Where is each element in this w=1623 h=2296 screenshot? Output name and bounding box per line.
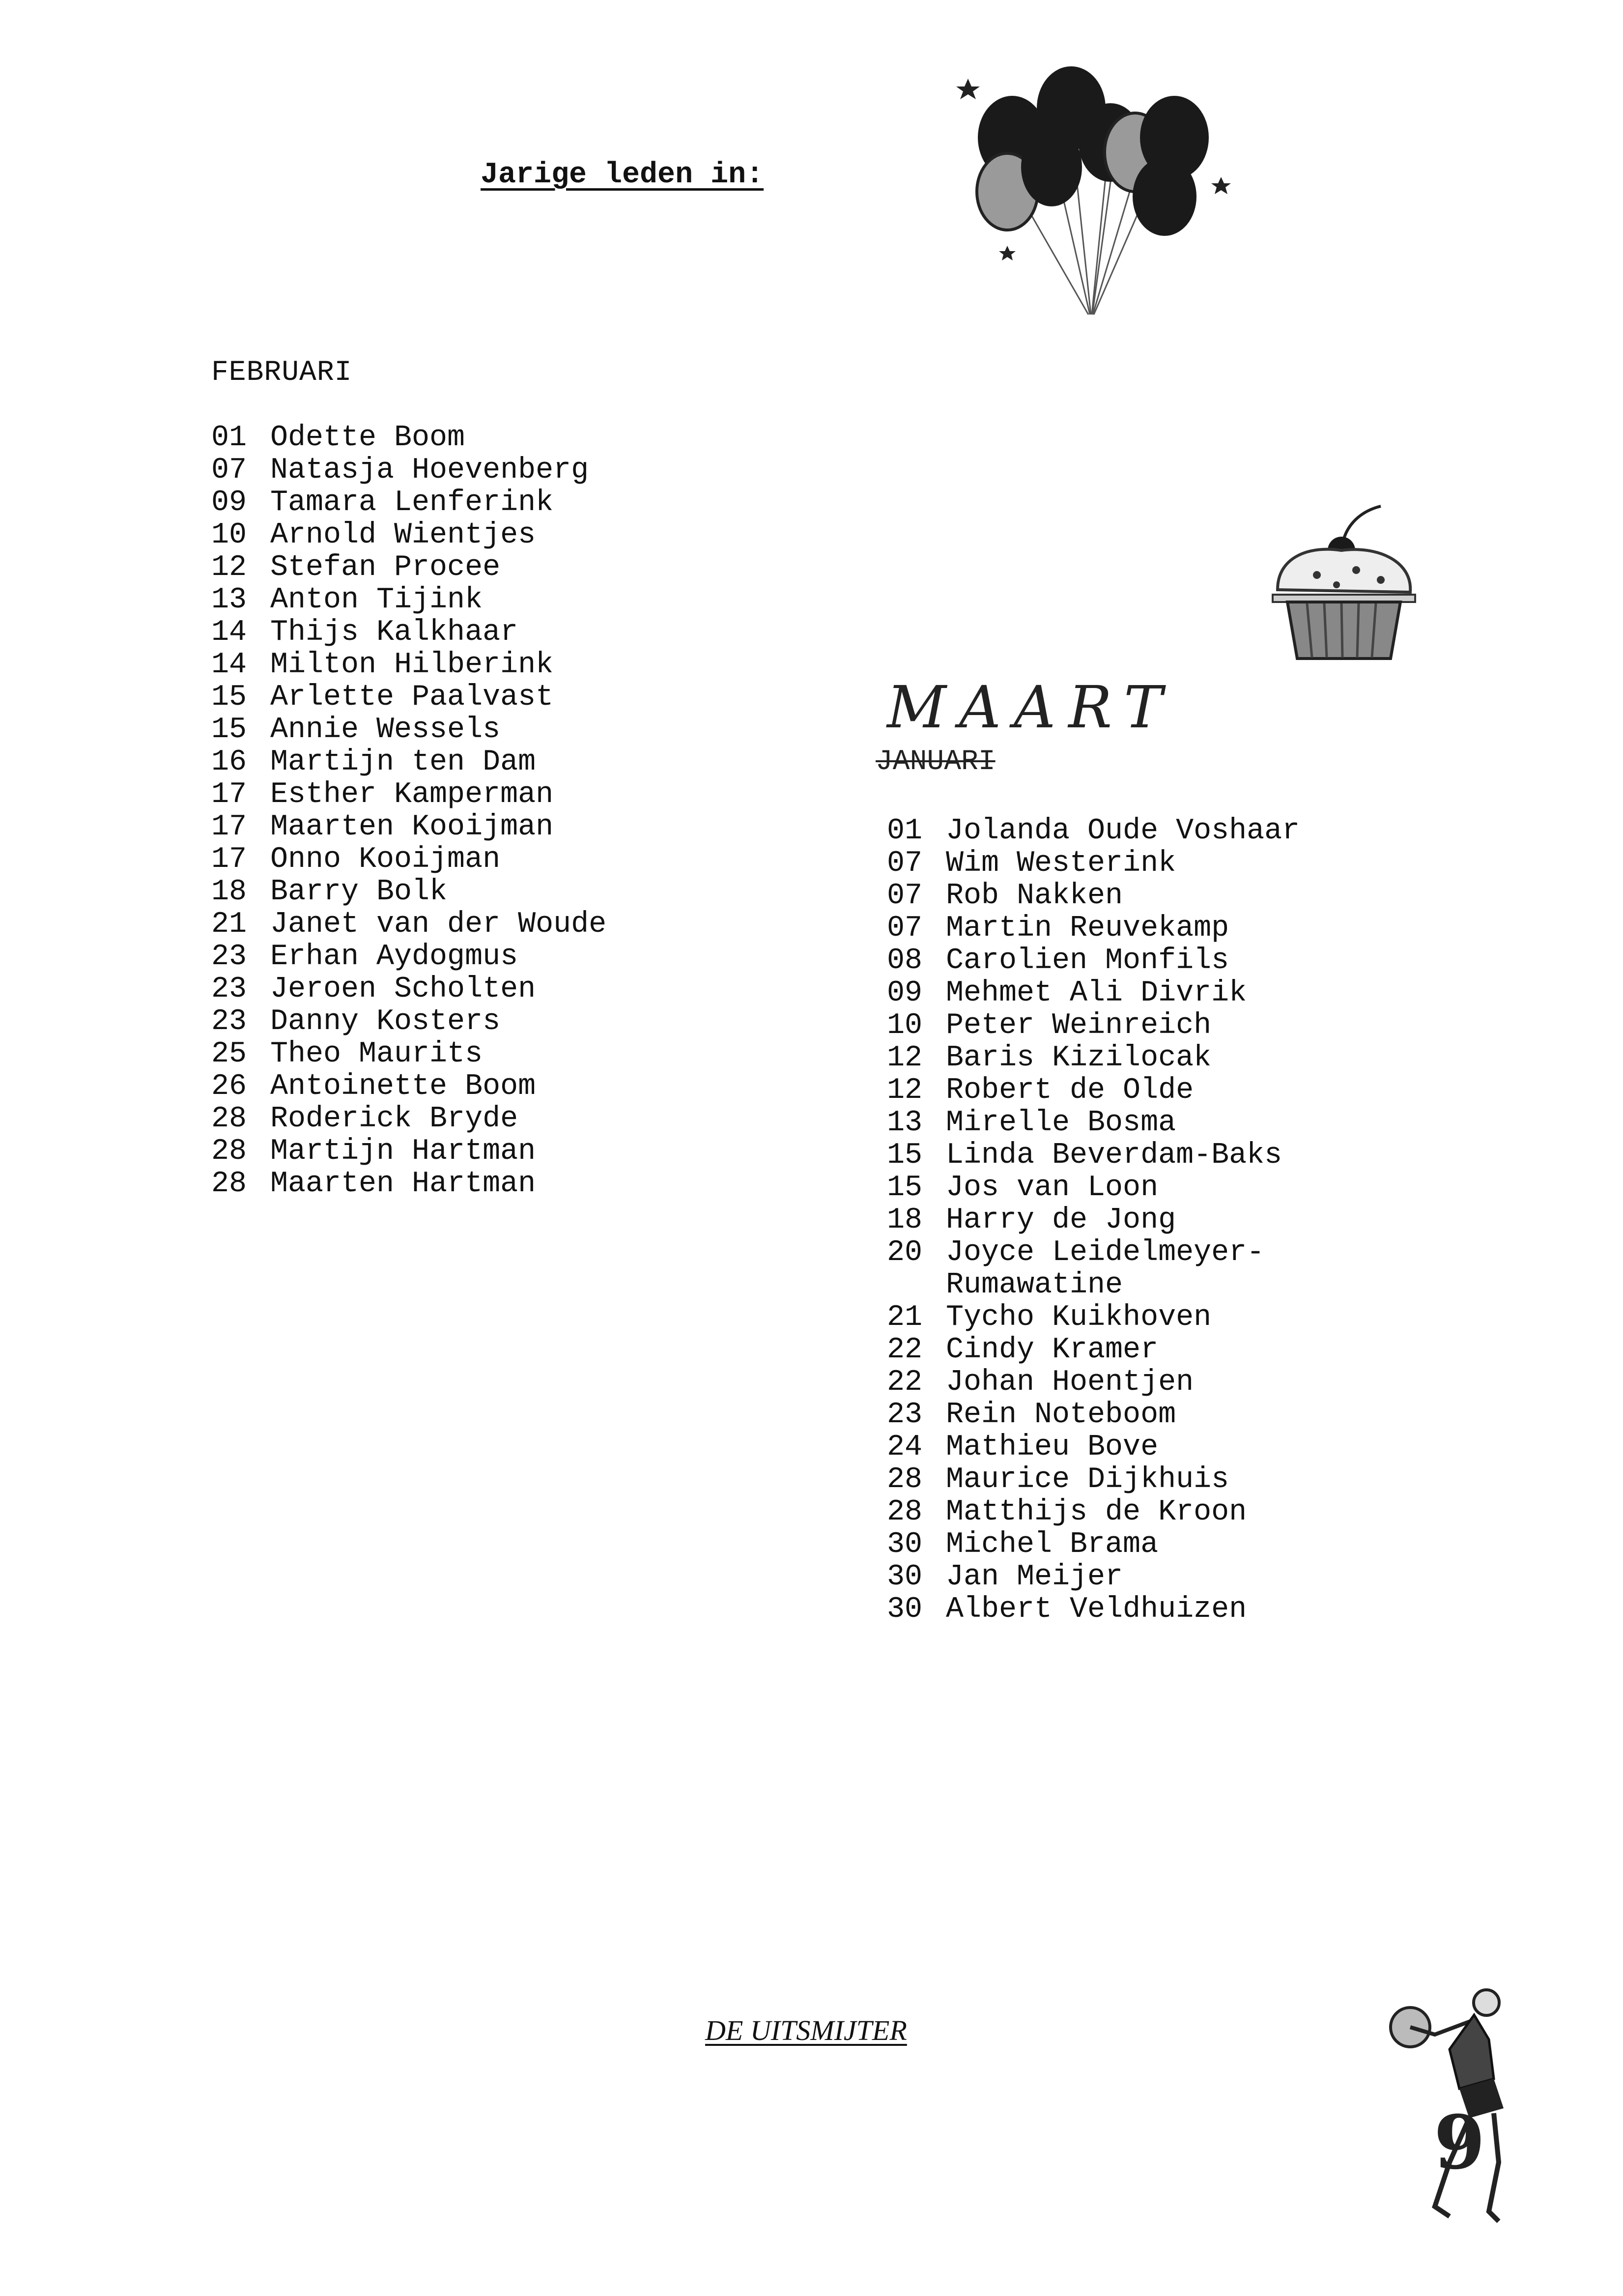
- birthday-day: 09: [211, 486, 247, 519]
- month-heading-maart-handwritten: MAART: [887, 673, 1175, 741]
- member-name: Johan Hoentjen: [946, 1366, 1194, 1399]
- member-name: Mehmet Ali Divrik: [946, 976, 1247, 1010]
- list-item: [211, 551, 606, 584]
- member-name: Maarten Kooijman: [270, 810, 554, 844]
- list-item: [887, 1139, 1300, 1172]
- list-item: [887, 1464, 1300, 1496]
- list-item: [887, 945, 1300, 977]
- list-item: [211, 1038, 606, 1070]
- birthday-list-februari: [211, 422, 606, 1200]
- member-name: Linda Beverdam-Baks: [946, 1139, 1282, 1172]
- list-item: [211, 843, 606, 876]
- list-item: [211, 1005, 606, 1038]
- member-name: Robert de Olde: [946, 1074, 1194, 1107]
- birthday-day: 21: [887, 1301, 923, 1334]
- birthday-day: 23: [887, 1398, 923, 1432]
- member-name: Natasja Hoevenberg: [270, 454, 589, 487]
- birthday-day: 09: [887, 976, 923, 1010]
- member-name: Rob Nakken: [946, 879, 1123, 913]
- member-name: Milton Hilberink: [270, 648, 554, 682]
- member-name: Theo Maurits: [270, 1037, 483, 1071]
- list-item: [887, 1074, 1300, 1107]
- birthday-day: 14: [211, 648, 247, 682]
- list-item: [211, 1103, 606, 1135]
- list-item: [211, 454, 606, 487]
- member-name: Arlette Paalvast: [270, 681, 554, 714]
- list-item: [887, 912, 1300, 945]
- member-name: Anton Tijink: [270, 583, 483, 617]
- birthday-day: 17: [211, 778, 247, 811]
- footer-title: DE UITSMIJTER: [705, 2014, 907, 2046]
- birthday-day: 15: [211, 713, 247, 746]
- list-item: [211, 584, 606, 616]
- list-item: [887, 977, 1300, 1009]
- birthday-day: 15: [887, 1139, 923, 1172]
- balloons-icon: [948, 54, 1238, 329]
- list-item: [887, 847, 1300, 880]
- birthday-day: 15: [211, 681, 247, 714]
- member-name: Rein Noteboom: [946, 1398, 1176, 1432]
- member-name: Annie Wessels: [270, 713, 501, 746]
- list-item: [211, 714, 606, 746]
- list-item: [887, 880, 1300, 912]
- member-name: Jan Meijer: [946, 1560, 1123, 1594]
- list-item: [887, 1236, 1300, 1269]
- member-name: Martin Reuvekamp: [946, 912, 1229, 945]
- list-item: [211, 681, 606, 714]
- member-name: Janet van der Woude: [270, 908, 607, 941]
- birthday-day: 08: [887, 944, 923, 977]
- list-item: [887, 815, 1300, 847]
- birthday-day: 25: [211, 1037, 247, 1071]
- birthday-day: 17: [211, 810, 247, 844]
- birthday-day: 21: [211, 908, 247, 941]
- birthday-day: 10: [211, 518, 247, 552]
- member-name: Erhan Aydogmus: [270, 940, 518, 974]
- birthday-day: 20: [887, 1236, 923, 1269]
- member-name: Roderick Bryde: [270, 1102, 518, 1136]
- struck-month-heading-januari: JANUARI: [876, 746, 996, 778]
- birthday-day: 07: [887, 879, 923, 913]
- list-item: [887, 1107, 1300, 1139]
- birthday-day: 12: [887, 1074, 923, 1107]
- member-name: Mathieu Bove: [946, 1431, 1159, 1464]
- member-name: Barry Bolk: [270, 875, 448, 909]
- birthday-day: 24: [887, 1431, 923, 1464]
- birthday-day: 17: [211, 843, 247, 876]
- list-item: [211, 487, 606, 519]
- list-item: [211, 811, 606, 843]
- list-item: [211, 1168, 606, 1200]
- birthday-day: 22: [887, 1333, 923, 1367]
- list-item: [887, 1042, 1300, 1074]
- birthday-day: 23: [211, 940, 247, 974]
- birthday-day: 01: [211, 421, 247, 455]
- member-name: Tycho Kuikhoven: [946, 1301, 1212, 1334]
- birthday-day: 22: [887, 1366, 923, 1399]
- list-item: [211, 778, 606, 811]
- list-item: [211, 649, 606, 681]
- birthday-day: 23: [211, 1005, 247, 1038]
- list-item: [887, 1561, 1300, 1593]
- birthday-day: 12: [211, 551, 247, 584]
- member-name: Jeroen Scholten: [270, 973, 536, 1006]
- member-name: Mirelle Bosma: [946, 1106, 1176, 1140]
- birthday-day: 13: [211, 583, 247, 617]
- list-item: [887, 1399, 1300, 1431]
- member-name: Peter Weinreich: [946, 1009, 1212, 1042]
- list-item: [887, 1528, 1300, 1561]
- list-item: [887, 1496, 1300, 1528]
- member-name: Onno Kooijman: [270, 843, 501, 876]
- member-name: Maarten Hartman: [270, 1167, 536, 1201]
- cupcake-icon: [1268, 496, 1420, 663]
- member-name: Harry de Jong: [946, 1204, 1176, 1237]
- member-name: Tamara Lenferink: [270, 486, 554, 519]
- member-name: Jos van Loon: [946, 1171, 1159, 1205]
- page-number: 9: [1434, 2099, 1485, 2186]
- list-item: [887, 1009, 1300, 1042]
- birthday-day: 07: [887, 912, 923, 945]
- page-title: Jarige leden in:: [481, 158, 764, 192]
- member-name: Joyce Leidelmeyer-: [946, 1236, 1265, 1269]
- member-name: Maurice Dijkhuis: [946, 1463, 1229, 1496]
- member-name: Rumawatine: [946, 1268, 1123, 1302]
- birthday-day: 14: [211, 616, 247, 649]
- member-name: Martijn ten Dam: [270, 746, 536, 779]
- list-item: [887, 1593, 1300, 1626]
- birthday-list-maart: [887, 815, 1300, 1626]
- member-name: Cindy Kramer: [946, 1333, 1159, 1367]
- list-item: [211, 1135, 606, 1168]
- birthday-day: 26: [211, 1070, 247, 1103]
- month-heading-februari: FEBRUARI: [211, 357, 352, 389]
- list-item: [887, 1334, 1300, 1366]
- birthday-day: 10: [887, 1009, 923, 1042]
- birthday-day: 18: [887, 1204, 923, 1237]
- member-name: Esther Kamperman: [270, 778, 554, 811]
- birthday-day: 30: [887, 1528, 923, 1561]
- list-item: [887, 1301, 1300, 1334]
- list-item: [211, 519, 606, 551]
- birthday-day: 30: [887, 1560, 923, 1594]
- member-name: Jolanda Oude Voshaar: [946, 814, 1300, 848]
- member-name: Carolien Monfils: [946, 944, 1229, 977]
- member-name: Martijn Hartman: [270, 1135, 536, 1168]
- birthday-day: 07: [211, 454, 247, 487]
- birthday-day: 15: [887, 1171, 923, 1205]
- list-item: [211, 422, 606, 454]
- list-item: [887, 1269, 1300, 1301]
- birthday-day: 28: [887, 1463, 923, 1496]
- member-name: Odette Boom: [270, 421, 465, 455]
- birthday-day: 28: [211, 1135, 247, 1168]
- member-name: Danny Kosters: [270, 1005, 501, 1038]
- birthday-day: 23: [211, 973, 247, 1006]
- birthday-day: 13: [887, 1106, 923, 1140]
- member-name: Stefan Procee: [270, 551, 501, 584]
- list-item: [887, 1204, 1300, 1236]
- member-name: Thijs Kalkhaar: [270, 616, 518, 649]
- birthday-day: 30: [887, 1593, 923, 1626]
- birthday-day: 16: [211, 746, 247, 779]
- member-name: Michel Brama: [946, 1528, 1159, 1561]
- list-item: [211, 746, 606, 778]
- birthday-day: 07: [887, 847, 923, 880]
- birthday-day: 12: [887, 1041, 923, 1075]
- list-item: [211, 908, 606, 941]
- list-item: [211, 941, 606, 973]
- list-item: [211, 876, 606, 908]
- member-name: Albert Veldhuizen: [946, 1593, 1247, 1626]
- list-item: [211, 1070, 606, 1103]
- birthday-day: 28: [211, 1167, 247, 1201]
- birthday-day: 01: [887, 814, 923, 848]
- birthday-day: 28: [887, 1495, 923, 1529]
- list-item: [211, 616, 606, 649]
- list-item: [887, 1172, 1300, 1204]
- list-item: [887, 1431, 1300, 1464]
- member-name: Matthijs de Kroon: [946, 1495, 1247, 1529]
- member-name: Baris Kizilocak: [946, 1041, 1212, 1075]
- list-item: [887, 1366, 1300, 1399]
- birthday-day: 28: [211, 1102, 247, 1136]
- member-name: Antoinette Boom: [270, 1070, 536, 1103]
- member-name: Wim Westerink: [946, 847, 1176, 880]
- list-item: [211, 973, 606, 1005]
- birthday-day: 18: [211, 875, 247, 909]
- member-name: Arnold Wientjes: [270, 518, 536, 552]
